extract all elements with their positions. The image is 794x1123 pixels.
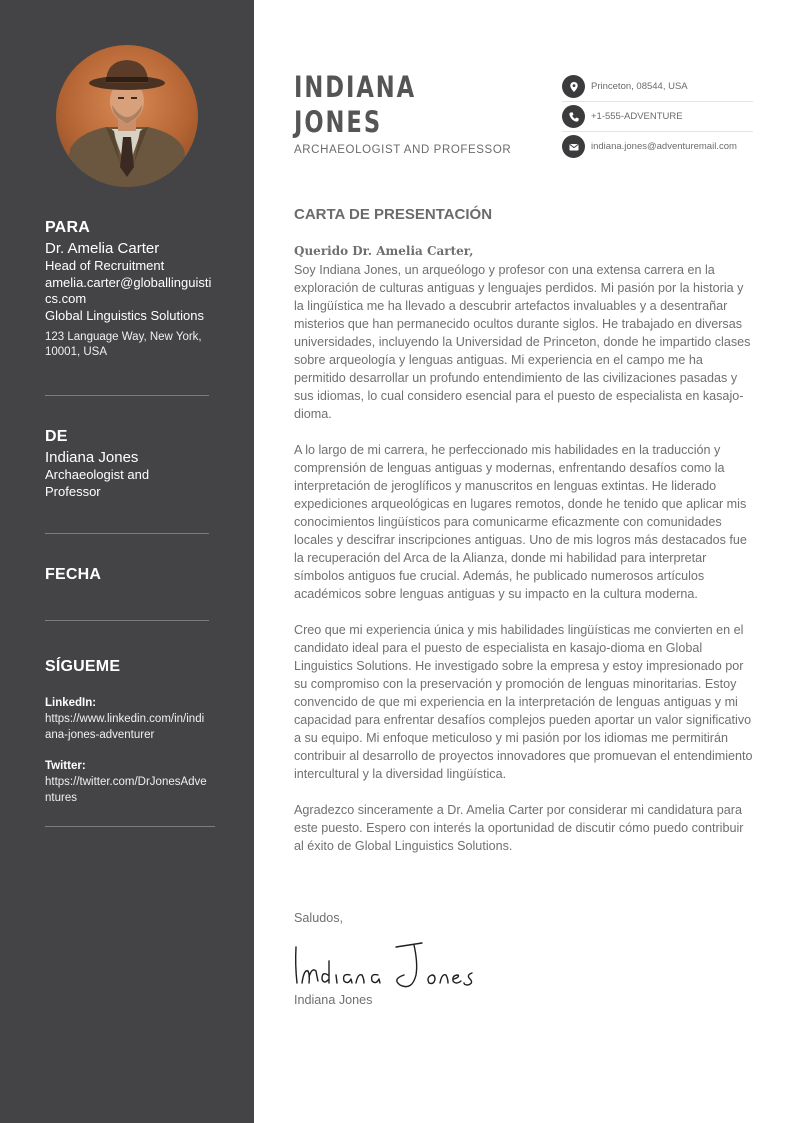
mail-icon [562, 135, 585, 158]
sidebar-divider [45, 533, 209, 534]
recipient-name: Dr. Amelia Carter [45, 240, 160, 257]
date-section [45, 565, 215, 585]
sidebar-divider [45, 395, 209, 396]
letter-paragraph: A lo largo de mi carrera, he perfeccionado mis habilidades en la traducción y comprensión de lenguas antiguas y modernas, enfrentando desafíos como la interpretación de jeroglíficos y manuscritos en lenguas extintas. He liderado expediciones arqueológicas en lugares remotos, donde he tenido que aplicar mis conocimientos lingüísticos para comunicarme eficazmente con comunidades locales y descifrar inscripciones antiguas. Uno de mis logros más destacados fue la recuperación del Arca de la Alianza, donde mi habilidad para interpretar símbolos antiguos fue crucial. Además, he publicado numerosos artículos académicos sobre lenguas antiguas y su impacto en la cultura moderna. [294, 443, 747, 601]
first-name: INDIANA [294, 70, 417, 104]
sender-section [45, 427, 215, 500]
sender-role: Archaeologist and Professor [45, 467, 150, 499]
recipient-address: 123 Language Way, New York, 10001, USA [45, 331, 202, 358]
letter-paragraph: Soy Indiana Jones, un arqueólogo y profesor con una extensa carrera en la exploración de culturas antiguas y lenguajes perdidos. Mi pasión por la historia y la lingüística me ha llevado a descubrir artefactos invaluables y a desentrañar misterios que han permanecido ocultos durante siglos. He trabajado en diversas universidades, incluyendo la Universidad de Princeton, donde he impartido clases sobre arqueología y lenguas antiguas. Mi experiencia en el campo me ha permitido desarrollar un profundo entendimiento de las civilizaciones pasadas y sus idiomas, lo cual considero esencial para el puesto de especialista en kasajo-dioma. [294, 263, 751, 421]
profile-photo [56, 45, 198, 187]
social-section [45, 657, 209, 806]
recipient-heading: PARA [45, 219, 90, 236]
salutation: Querido Dr. Amelia Carter, [294, 244, 474, 258]
sidebar [0, 0, 254, 1123]
sidebar-divider [45, 620, 209, 621]
twitter-link[interactable]: https://twitter.com/DrJonesAdventures [45, 776, 207, 804]
closing: Saludos, [294, 911, 344, 925]
contact-phone [562, 102, 753, 132]
contact-list [562, 72, 753, 161]
recipient-role: Head of Recruitment [45, 258, 165, 273]
letter-paragraph: Agradezco sinceramente a Dr. Amelia Carter por considerar mi candidatura para este puesto. Espero con interés la oportunidad de discutir cómo puedo contribuir al éxito de Global Linguistics Solutions. [294, 803, 744, 853]
linkedin-label: LinkedIn: [45, 697, 97, 709]
cover-letter [294, 205, 756, 873]
phone-icon [562, 105, 585, 128]
linkedin-link[interactable]: https://www.linkedin.com/in/indiana-jones-adventurer [45, 713, 205, 741]
contact-email-text[interactable]: indiana.jones@adventuremail.com [591, 141, 737, 152]
contact-email [562, 132, 753, 161]
contact-location [562, 72, 753, 102]
twitter-label: Twitter: [45, 760, 86, 772]
signature-image [292, 935, 492, 1000]
name-header [294, 70, 511, 156]
signer-name: Indiana Jones [294, 993, 373, 1007]
location-pin-icon [562, 75, 585, 98]
contact-location-text: Princeton, 08544, USA [591, 81, 688, 92]
recipient-section [45, 218, 215, 360]
sidebar-divider [45, 826, 215, 827]
letter-paragraph: Creo que mi experiencia única y mis habilidades lingüísticas me convierten en el candidato ideal para el puesto de especialista en kasajo-dioma en Global Linguistics Solutions. He investigado sobre la empresa y estoy impresionado por su compromiso con la preservación y promoción de lenguas minoritarias. Estoy convencido de que mi experiencia en la interpretación de lenguas antiguas y mi capacidad para enfrentar desafíos complejos pueden aportar un valor significativo a su equipo. Mi enfoque meticuloso y mi pasión por los idiomas me permitirán contribuir al desarrollo de proyectos innovadores que promuevan el entendimiento intercultural y la diversidad lingüística. [294, 623, 753, 781]
contact-phone-text[interactable]: +1-555-ADVENTURE [591, 111, 683, 122]
recipient-email[interactable]: amelia.carter@globallinguistics.com [45, 274, 212, 306]
social-heading: SÍGUEME [45, 658, 121, 675]
recipient-company: Global Linguistics Solutions [45, 307, 204, 323]
date-heading: FECHA [45, 566, 102, 583]
sender-name: Indiana Jones [45, 449, 139, 466]
letter-heading: CARTA DE PRESENTACIÓN [294, 206, 493, 223]
sender-heading: DE [45, 428, 68, 445]
last-name: JONES [294, 105, 383, 139]
avatar [56, 45, 198, 187]
job-title: ARCHAEOLOGIST AND PROFESSOR [294, 144, 512, 156]
